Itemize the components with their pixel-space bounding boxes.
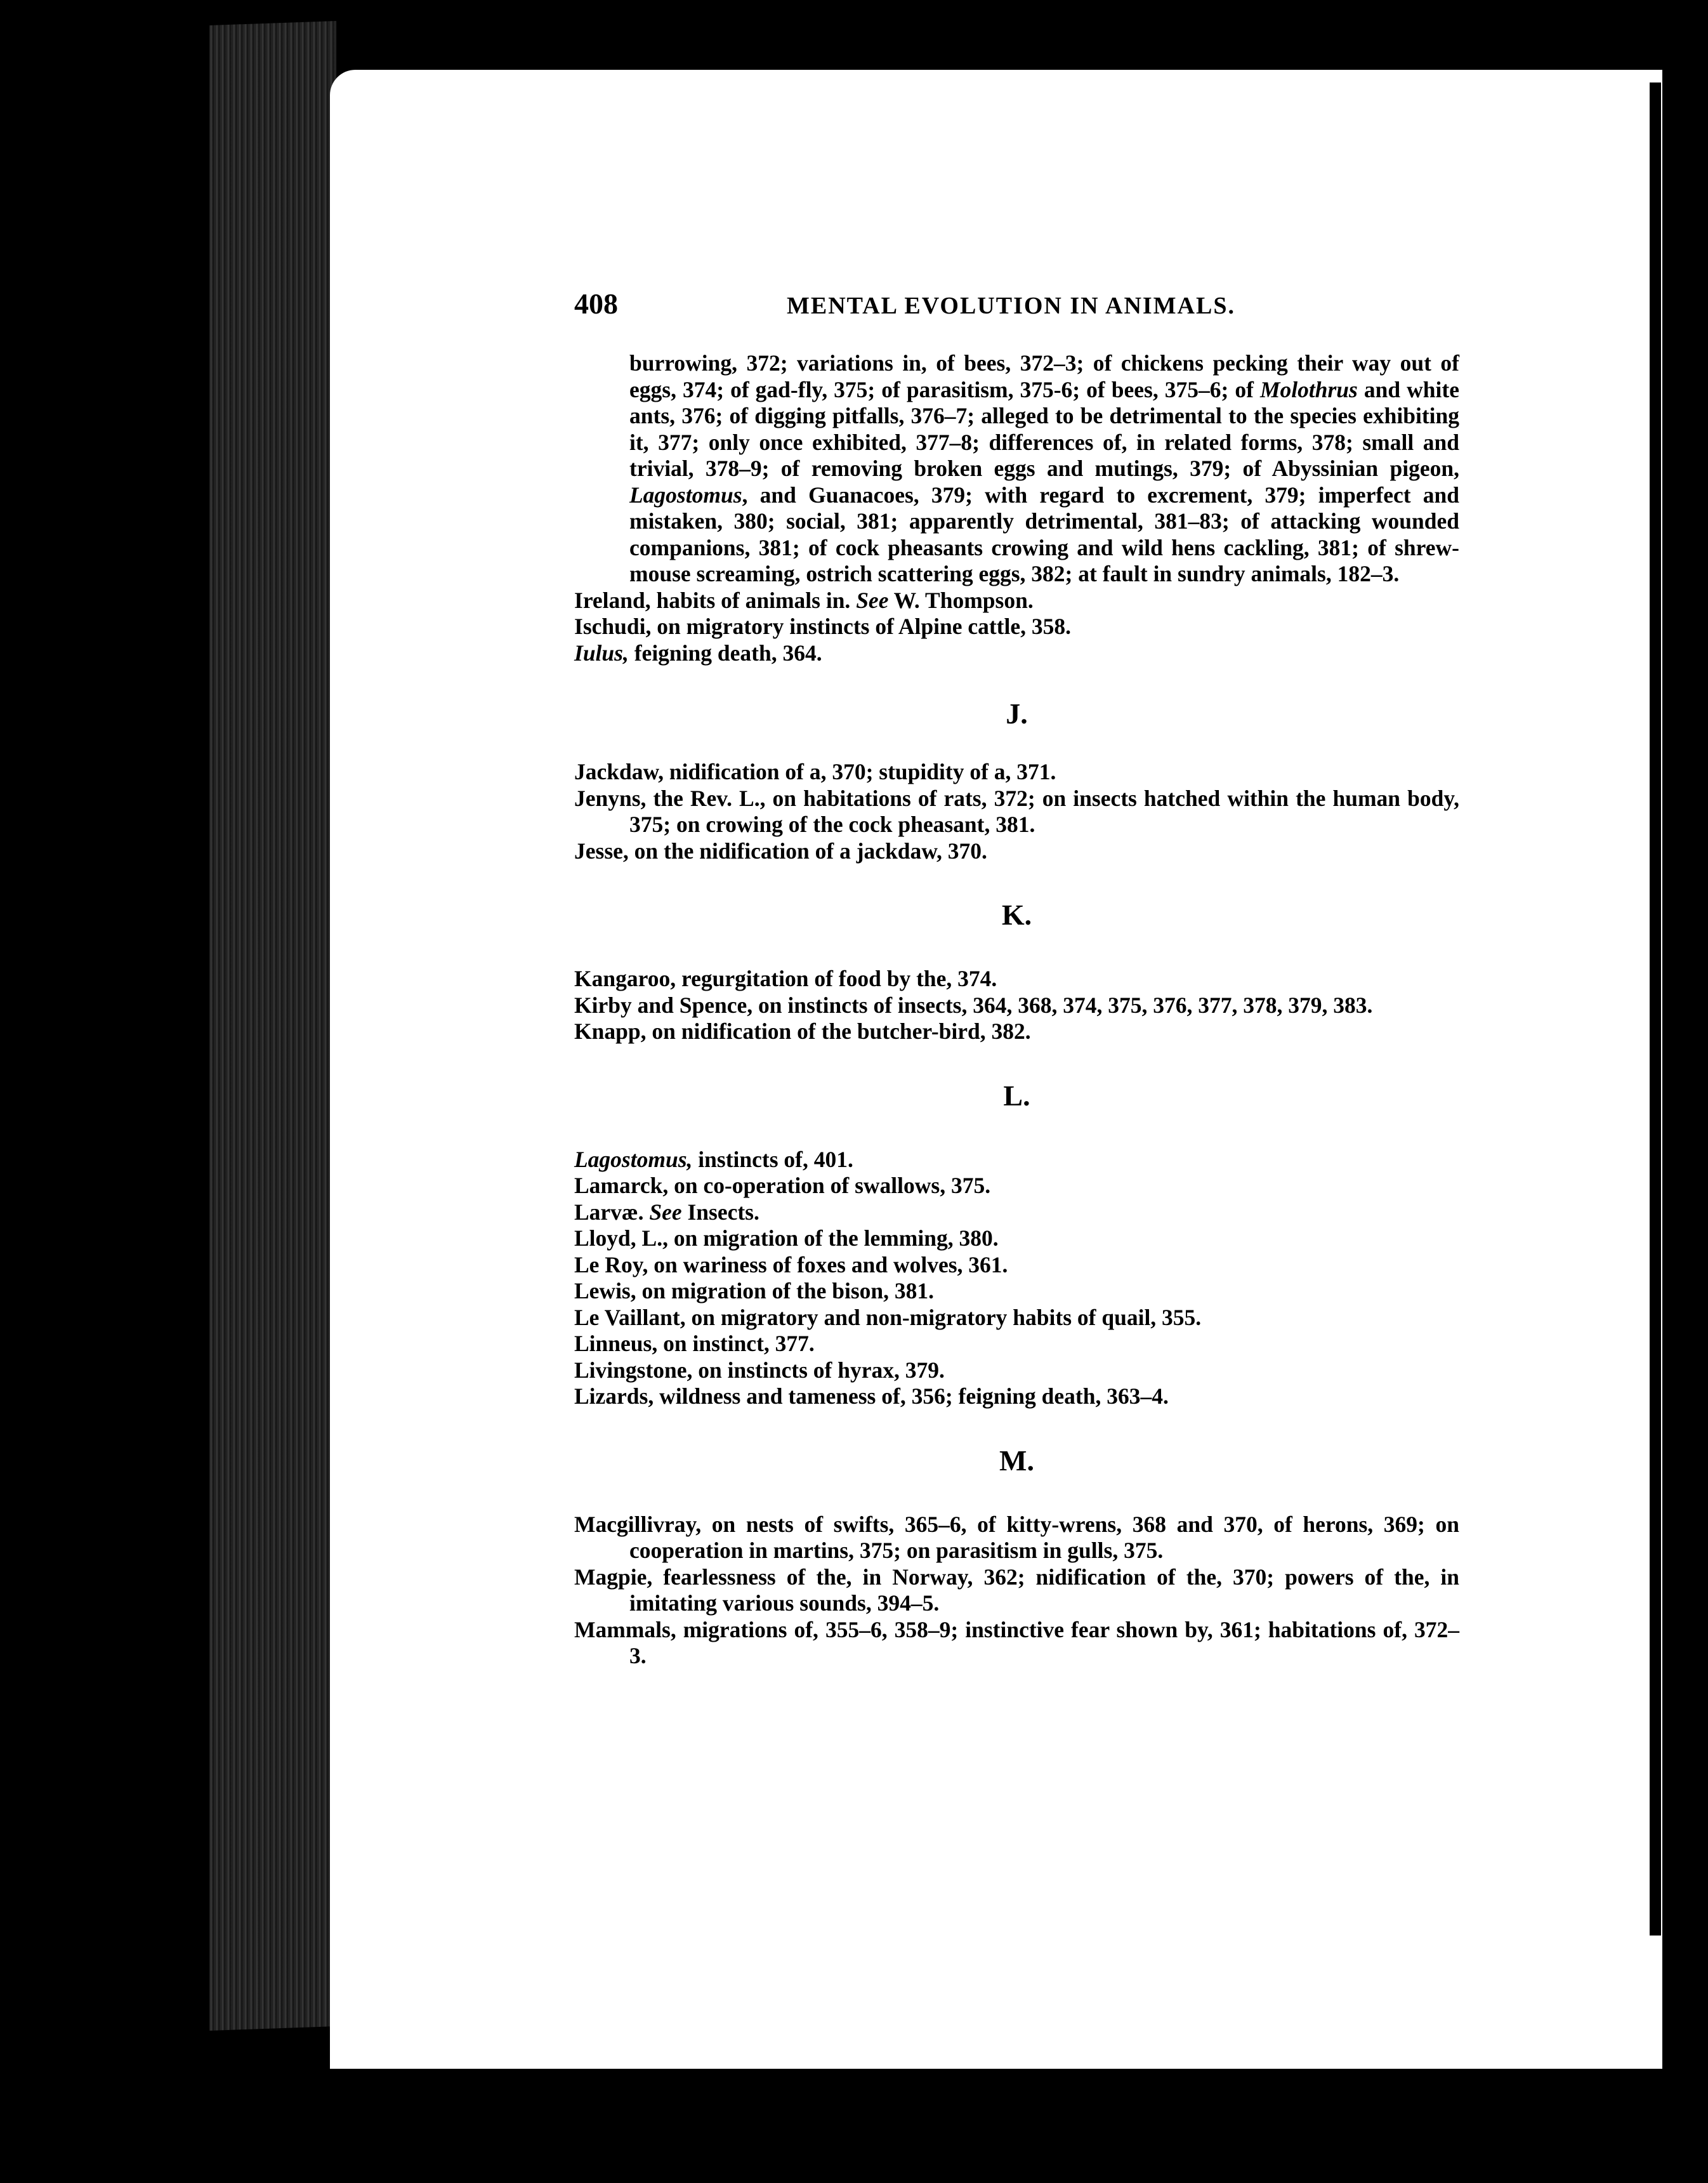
index-entry: Le Vaillant, on migratory and non-migratory habits of quail, 355. <box>574 1304 1202 1330</box>
index-entry: Lamarck, on co-operation of swallows, 375. <box>574 1173 991 1198</box>
entry-text: Insects. <box>681 1199 759 1225</box>
continued-text-1: burrowing, 372; variations in, of bees, 372–3; of chickens pecking their way out of eggs, 374; of gad-fly, 375; of parasitism, 375-6; of bees, 375–6; of <box>629 350 1459 402</box>
index-entry: Kirby and Spence, on instincts of insects, 364, 368, 374, 375, 376, 377, 378, 379, 383. <box>574 992 1373 1018</box>
index-entry-larvae <box>574 1199 1459 1226</box>
index-entry: Macgillivray, on nests of swifts, 365–6, of kitty-wrens, 368 and 370, of herons, 369; on cooperation in martins, 375; on parasitism in gulls, 375. <box>574 1511 1459 1563</box>
index-entry-iulus <box>574 640 1459 667</box>
entry-text: W. Thompson. <box>888 587 1034 613</box>
index-entry: Lizards, wildness and tameness of, 356; feigning death, 363–4. <box>574 1383 1169 1409</box>
page-number: 408 <box>574 287 618 320</box>
section-letter-l: L. <box>1003 1079 1030 1112</box>
index-entry: Lloyd, L., on migration of the lemming, 380. <box>574 1225 999 1251</box>
entry-text: instincts of, 401. <box>692 1146 853 1172</box>
running-title: MENTAL EVOLUTION IN ANIMALS. <box>787 293 1235 319</box>
continued-entry <box>574 350 1459 588</box>
index-entry: Jenyns, the Rev. L., on habitations of rats, 372; on insects hatched within the human body, 375; on crowing of the cock pheasant, 381. <box>574 785 1459 837</box>
index-entry-ireland <box>574 588 1459 614</box>
index-entry: Kangaroo, regurgitation of food by the, 374. <box>574 966 997 991</box>
index-entry-ischudi: Ischudi, on migratory instincts of Alpine cattle, 358. <box>574 614 1071 639</box>
continued-italic-molothrus: Molothrus <box>1259 376 1358 402</box>
entry-italic-term: Lagostomus, <box>574 1146 693 1172</box>
entry-text: feigning death, 364. <box>628 640 822 666</box>
book-page-edges <box>209 21 336 2031</box>
index-entry: Mammals, migrations of, 355–6, 358–9; instinctive fear shown by, 361; habitations of, 372–3. <box>574 1616 1459 1668</box>
index-entry: Jesse, on the nidification of a jackdaw, 370. <box>574 838 987 864</box>
running-header <box>574 287 1336 331</box>
index-entry: Lewis, on migration of the bison, 381. <box>574 1278 935 1303</box>
index-entry: Jackdaw, nidification of a, 370; stupidity of a, 371. <box>574 759 1056 784</box>
entry-text: Ireland, habits of animals in. <box>574 587 857 613</box>
section-letter-m: M. <box>999 1444 1034 1477</box>
entry-italic-term: Iulus, <box>574 640 629 666</box>
see-reference: See <box>856 587 889 613</box>
continued-italic-lagostomus: Lagostomus <box>629 482 742 508</box>
see-reference: See <box>649 1199 682 1225</box>
index-content <box>574 350 1459 1670</box>
index-entry: Magpie, fearlessness of the, in Norway, 362; nidification of the, 370; powers of the, in imitating various sounds, 394–5. <box>574 1564 1459 1616</box>
index-entry: Livingstone, on instincts of hyrax, 379. <box>574 1357 945 1383</box>
entry-text: Larvæ. <box>574 1199 650 1225</box>
page-gutter-shadow <box>1650 82 1661 1936</box>
section-letter-k: K. <box>1001 899 1032 931</box>
section-letter-j: J. <box>1006 697 1028 730</box>
index-entry: Le Roy, on wariness of foxes and wolves, 361. <box>574 1251 1008 1277</box>
index-entry-lagostomus <box>574 1147 1459 1173</box>
index-entry: Linneus, on instinct, 377. <box>574 1331 815 1356</box>
continued-text-3: , and Guanacoes, 379; with regard to excrement, 379; imperfect and mistaken, 380; social, 381; apparently detrimental, 381–83; of attacking wounded companions, 381; of cock pheasants crowing and wild hens cackling, 381; of shrew-mouse screaming, ostrich scattering eggs, 382; at fault in sundry animals, 182–3. <box>629 482 1459 586</box>
continued-text-2: and white ants, 376; of digging pitfalls, 376–7; alleged to be detrimental to the species exhibiting it, 377; only once exhibited, 377–8; differences of, in related forms, 378; small and trivial, 378–9; of removing broken eggs and mutings, 379; of Abyssinian pigeon, <box>629 376 1459 481</box>
index-entry: Knapp, on nidification of the butcher-bird, 382. <box>574 1019 1031 1044</box>
